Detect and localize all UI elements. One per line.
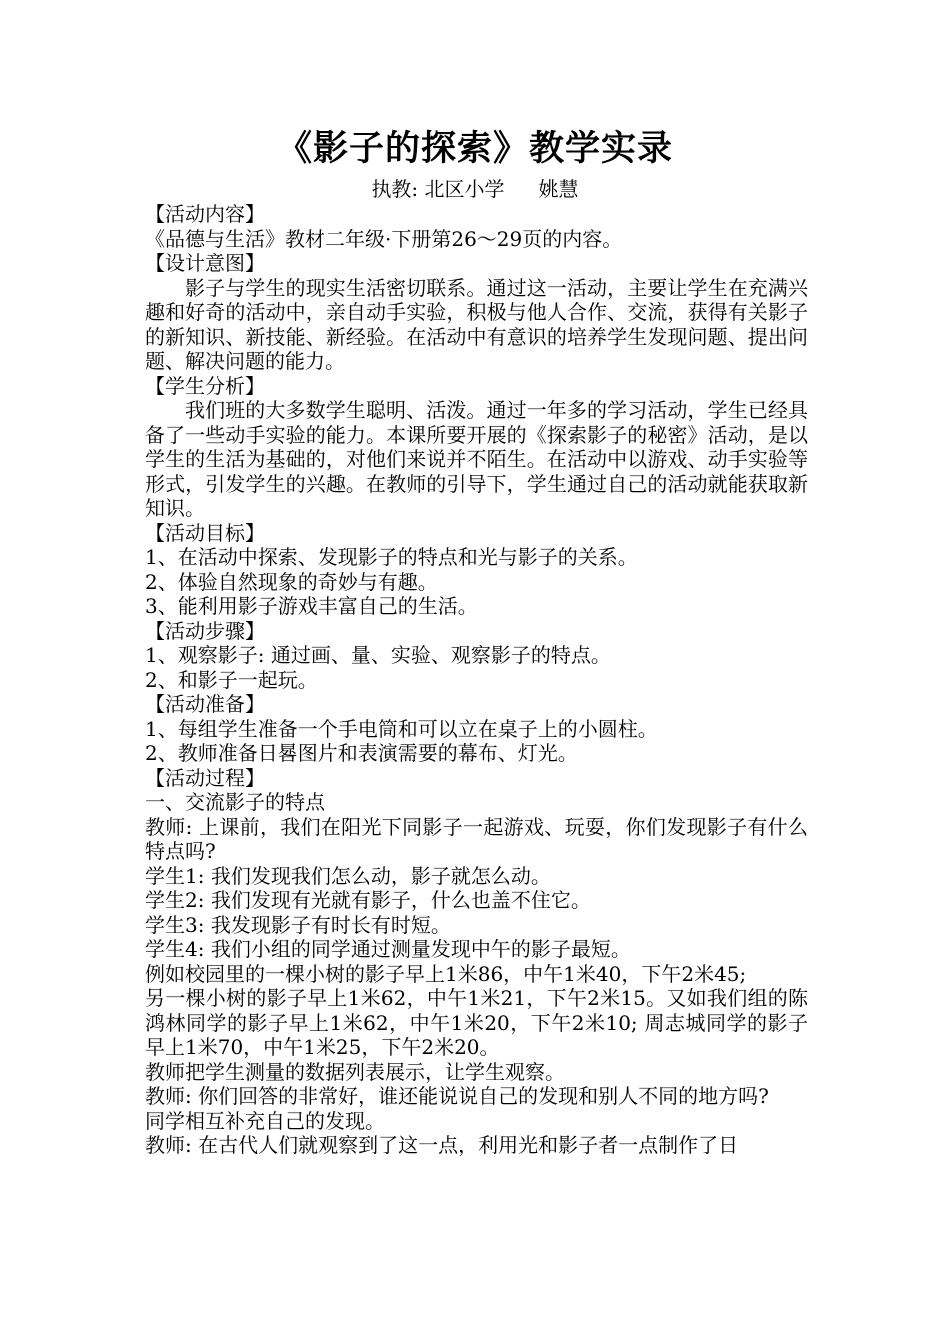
section-heading: 【活动过程】 bbox=[145, 765, 265, 790]
paragraph: 《品德与生活》教材二年级·下册第26～29页的内容。 bbox=[145, 226, 623, 251]
section-heading: 【学生分析】 bbox=[145, 373, 265, 398]
document-title: 《影子的探索》教学实录 bbox=[276, 129, 673, 169]
list-item: 2、和影子一起玩。 bbox=[145, 667, 318, 692]
paragraph: 另一棵小树的影子早上1米62，中午1米21，下午2米15。又如我们组的陈鸿林同学的影子早上1米62，中午1米20，下午2米10; 周志城同学的影子早上1米70，中午1米25，下午2米20。 bbox=[145, 986, 808, 1059]
dialogue-line: 学生1: 我们发现我们怎么动，影子就怎么动。 bbox=[145, 863, 551, 888]
dialogue-line: 学生4: 我们小组的同学通过测量发现中午的影子最短。 bbox=[145, 937, 631, 961]
section-heading: 【活动内容】 bbox=[145, 202, 265, 226]
list-item: 2、体验自然现象的奇妙与有趣。 bbox=[145, 569, 438, 594]
paragraph: 教师把学生测量的数据列表展示，让学生观察。 bbox=[145, 1059, 565, 1084]
dialogue-line: 学生3: 我发现影子有时长有时短。 bbox=[145, 912, 451, 937]
section-heading: 【活动目标】 bbox=[145, 520, 265, 545]
section-heading: 【活动准备】 bbox=[145, 692, 265, 716]
author-name: 姚慧 bbox=[538, 177, 579, 201]
paragraph: 同学相互补充自己的发现。 bbox=[145, 1108, 385, 1133]
author-label: 执教: 北区小学 bbox=[371, 177, 505, 201]
paragraph: 影子与学生的现实生活密切联系。通过这一活动，主要让学生在充满兴趣和好奇的活动中，亲自动手实验，积极与他人合作、交流，获得有关影子的新知识、新技能、新经验。在活动中有意识的培养学生发现问题、提出问题、解决问题的能力。 bbox=[145, 275, 808, 373]
list-item: 3、能利用影子游戏丰富自己的生活。 bbox=[145, 594, 478, 618]
dialogue-line: 教师: 你们回答的非常好，谁还能说说自己的发现和别人不同的地方吗? bbox=[145, 1084, 769, 1108]
section-heading: 【设计意图】 bbox=[145, 251, 265, 275]
dialogue-line: 教师: 在古代人们就观察到了这一点，利用光和影子者一点制作了日 bbox=[145, 1133, 739, 1157]
paragraph: 例如校园里的一棵小树的影子早上1米86，中午1米40，下午2米45; bbox=[145, 961, 747, 986]
list-item: 1、在活动中探索、发现影子的特点和光与影子的关系。 bbox=[145, 545, 638, 569]
document-body bbox=[145, 202, 808, 1158]
author-line bbox=[0, 176, 950, 202]
section-heading: 【活动步骤】 bbox=[145, 618, 265, 643]
dialogue-line: 学生2: 我们发现有光就有影子，什么也盖不住它。 bbox=[145, 888, 591, 912]
subsection-heading: 一、交流影子的特点 bbox=[145, 790, 325, 814]
list-item: 2、教师准备日晷图片和表演需要的幕布、灯光。 bbox=[145, 741, 578, 765]
paragraph: 我们班的大多数学生聪明、活泼。通过一年多的学习活动，学生已经具备了一些动手实验的能力。本课所要开展的《探索影子的秘密》活动，是以学生的生活为基础的，对他们来说并不陌生。在活动中以游戏、动手实验等形式，引发学生的兴趣。在教师的引导下，学生通过自己的活动就能获取新知识。 bbox=[145, 398, 808, 520]
list-item: 1、观察影子: 通过画、量、实验、观察影子的特点。 bbox=[145, 643, 611, 667]
list-item: 1、每组学生准备一个手电筒和可以立在桌子上的小圆柱。 bbox=[145, 716, 658, 741]
dialogue-line: 教师: 上课前，我们在阳光下同影子一起游戏、玩耍，你们发现影子有什么特点吗? bbox=[145, 814, 808, 863]
